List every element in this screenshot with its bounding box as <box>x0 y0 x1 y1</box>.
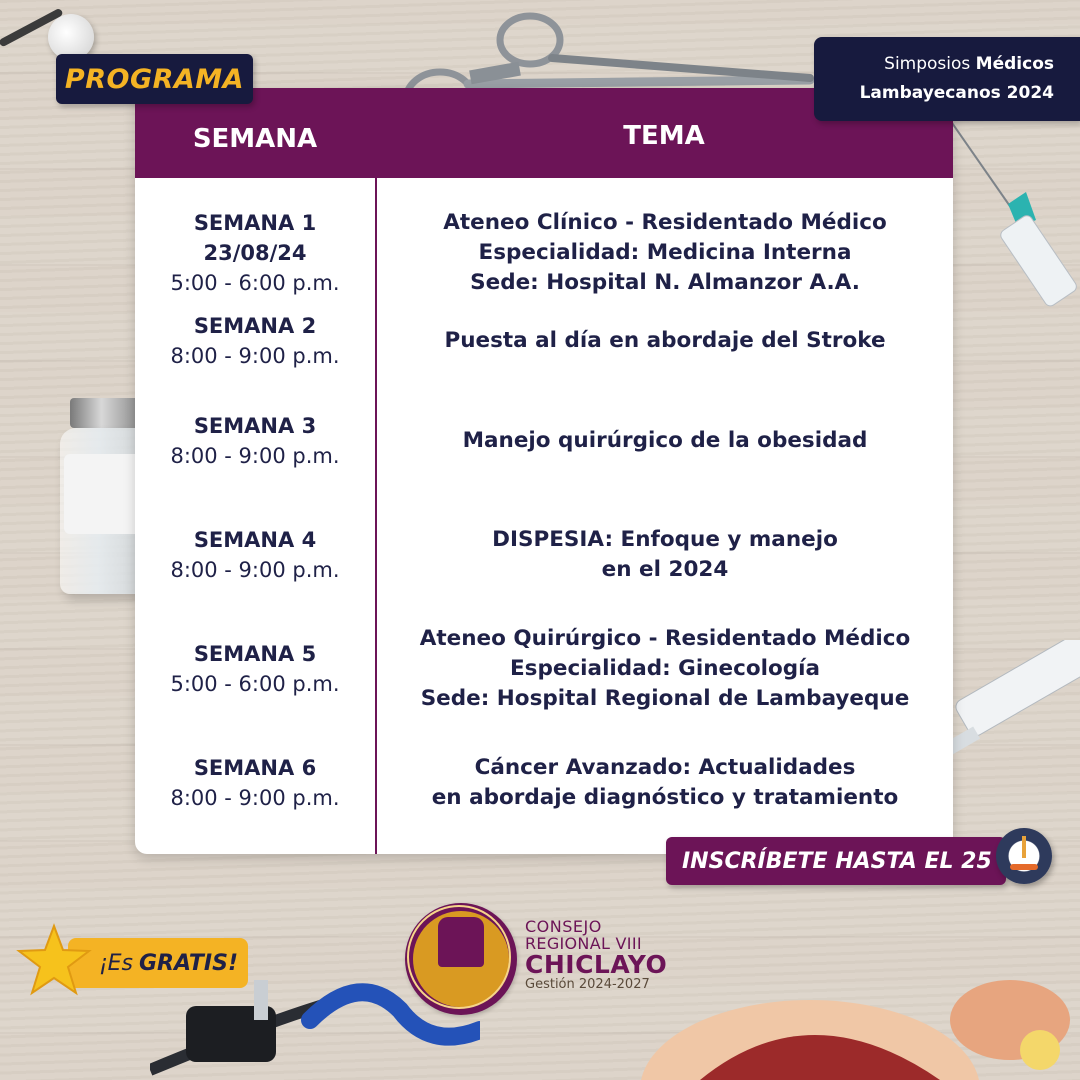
week-label: SEMANA 5 <box>193 642 317 666</box>
topic-cell <box>377 198 953 308</box>
topic-line: Cáncer Avanzado: Actualidades <box>474 755 856 780</box>
colegio-medico-seal <box>405 903 517 1015</box>
simposios-badge <box>814 37 1080 121</box>
simposios-line1-plain: Simposios <box>884 54 976 74</box>
week-cell <box>135 198 375 308</box>
week-label: SEMANA 6 <box>193 756 317 780</box>
clock-icon <box>996 828 1052 884</box>
topic-cell <box>377 524 953 586</box>
week-time: 8:00 - 9:00 p.m. <box>170 558 340 582</box>
topic-line: Sede: Hospital N. Almanzor A.A. <box>470 270 860 295</box>
week-cell <box>135 524 375 586</box>
week-cell <box>135 410 375 472</box>
header-topic-label: TEMA <box>623 121 705 151</box>
topic-cell <box>377 310 953 372</box>
topic-cell <box>377 410 953 472</box>
table-row <box>135 198 953 308</box>
week-time: 8:00 - 9:00 p.m. <box>170 344 340 368</box>
topic-line: Ateneo Clínico - Residentado Médico <box>443 210 887 235</box>
syringe-icon <box>950 120 1080 320</box>
topic-cell <box>377 752 953 814</box>
consejo-regional-logo-text <box>525 918 725 992</box>
week-cell <box>135 752 375 814</box>
programa-label: PROGRAMA <box>64 63 245 95</box>
topic-line: Manejo quirúrgico de la obesidad <box>462 428 868 453</box>
topic-line: Especialidad: Ginecología <box>509 656 821 681</box>
week-label: SEMANA 4 <box>193 528 317 552</box>
gratis-badge <box>68 938 248 988</box>
week-cell <box>135 624 375 714</box>
star-icon <box>16 922 92 998</box>
simposios-line1-bold: Médicos <box>975 54 1054 74</box>
seal-figure <box>438 917 484 967</box>
topic-line: en el 2024 <box>601 557 729 582</box>
logo-line2: REGIONAL VIII <box>525 934 642 953</box>
simposios-line2 <box>860 79 1054 108</box>
week-time: 5:00 - 6:00 p.m. <box>170 672 340 696</box>
topic-line: en abordaje diagnóstico y tratamiento <box>431 785 899 810</box>
table-row <box>135 752 953 814</box>
logo-line1: CONSEJO <box>525 917 602 936</box>
topic-line: Especialidad: Medicina Interna <box>478 240 852 265</box>
topic-line: DISPESIA: Enfoque y manejo <box>492 527 838 552</box>
inscribete-banner[interactable] <box>666 837 1006 885</box>
logo-line4: Gestión 2024-2027 <box>525 977 650 992</box>
topic-line: Puesta al día en abordaje del Stroke <box>444 328 886 353</box>
table-row <box>135 410 953 472</box>
week-time: 8:00 - 9:00 p.m. <box>170 786 340 810</box>
programa-badge <box>56 54 253 104</box>
week-label: SEMANA 3 <box>193 414 317 438</box>
week-time: 8:00 - 9:00 p.m. <box>170 444 340 468</box>
table-row <box>135 310 953 372</box>
topic-line: Sede: Hospital Regional de Lambayeque <box>420 686 910 711</box>
gratis-bold: GRATIS! <box>139 950 238 976</box>
topic-line: Ateneo Quirúrgico - Residentado Médico <box>419 626 911 651</box>
week-time: 5:00 - 6:00 p.m. <box>170 271 340 295</box>
table-row <box>135 524 953 586</box>
week-date: 23/08/24 <box>203 241 307 265</box>
inscribete-label: INSCRÍBETE HASTA EL 25 <box>682 848 992 874</box>
week-cell <box>135 310 375 372</box>
logo-line3: CHICLAYO <box>525 950 668 979</box>
vial-cap <box>70 398 140 428</box>
header-week-label: SEMANA <box>192 124 318 154</box>
simposios-line2-text: Lambayecanos 2024 <box>859 83 1054 103</box>
topic-cell <box>377 624 953 714</box>
simposios-line1 <box>884 50 1054 79</box>
week-label: SEMANA 1 <box>193 211 317 235</box>
table-row <box>135 624 953 714</box>
week-label: SEMANA 2 <box>193 314 317 338</box>
program-table <box>135 88 953 854</box>
gratis-prefix: ¡Es <box>98 950 133 976</box>
